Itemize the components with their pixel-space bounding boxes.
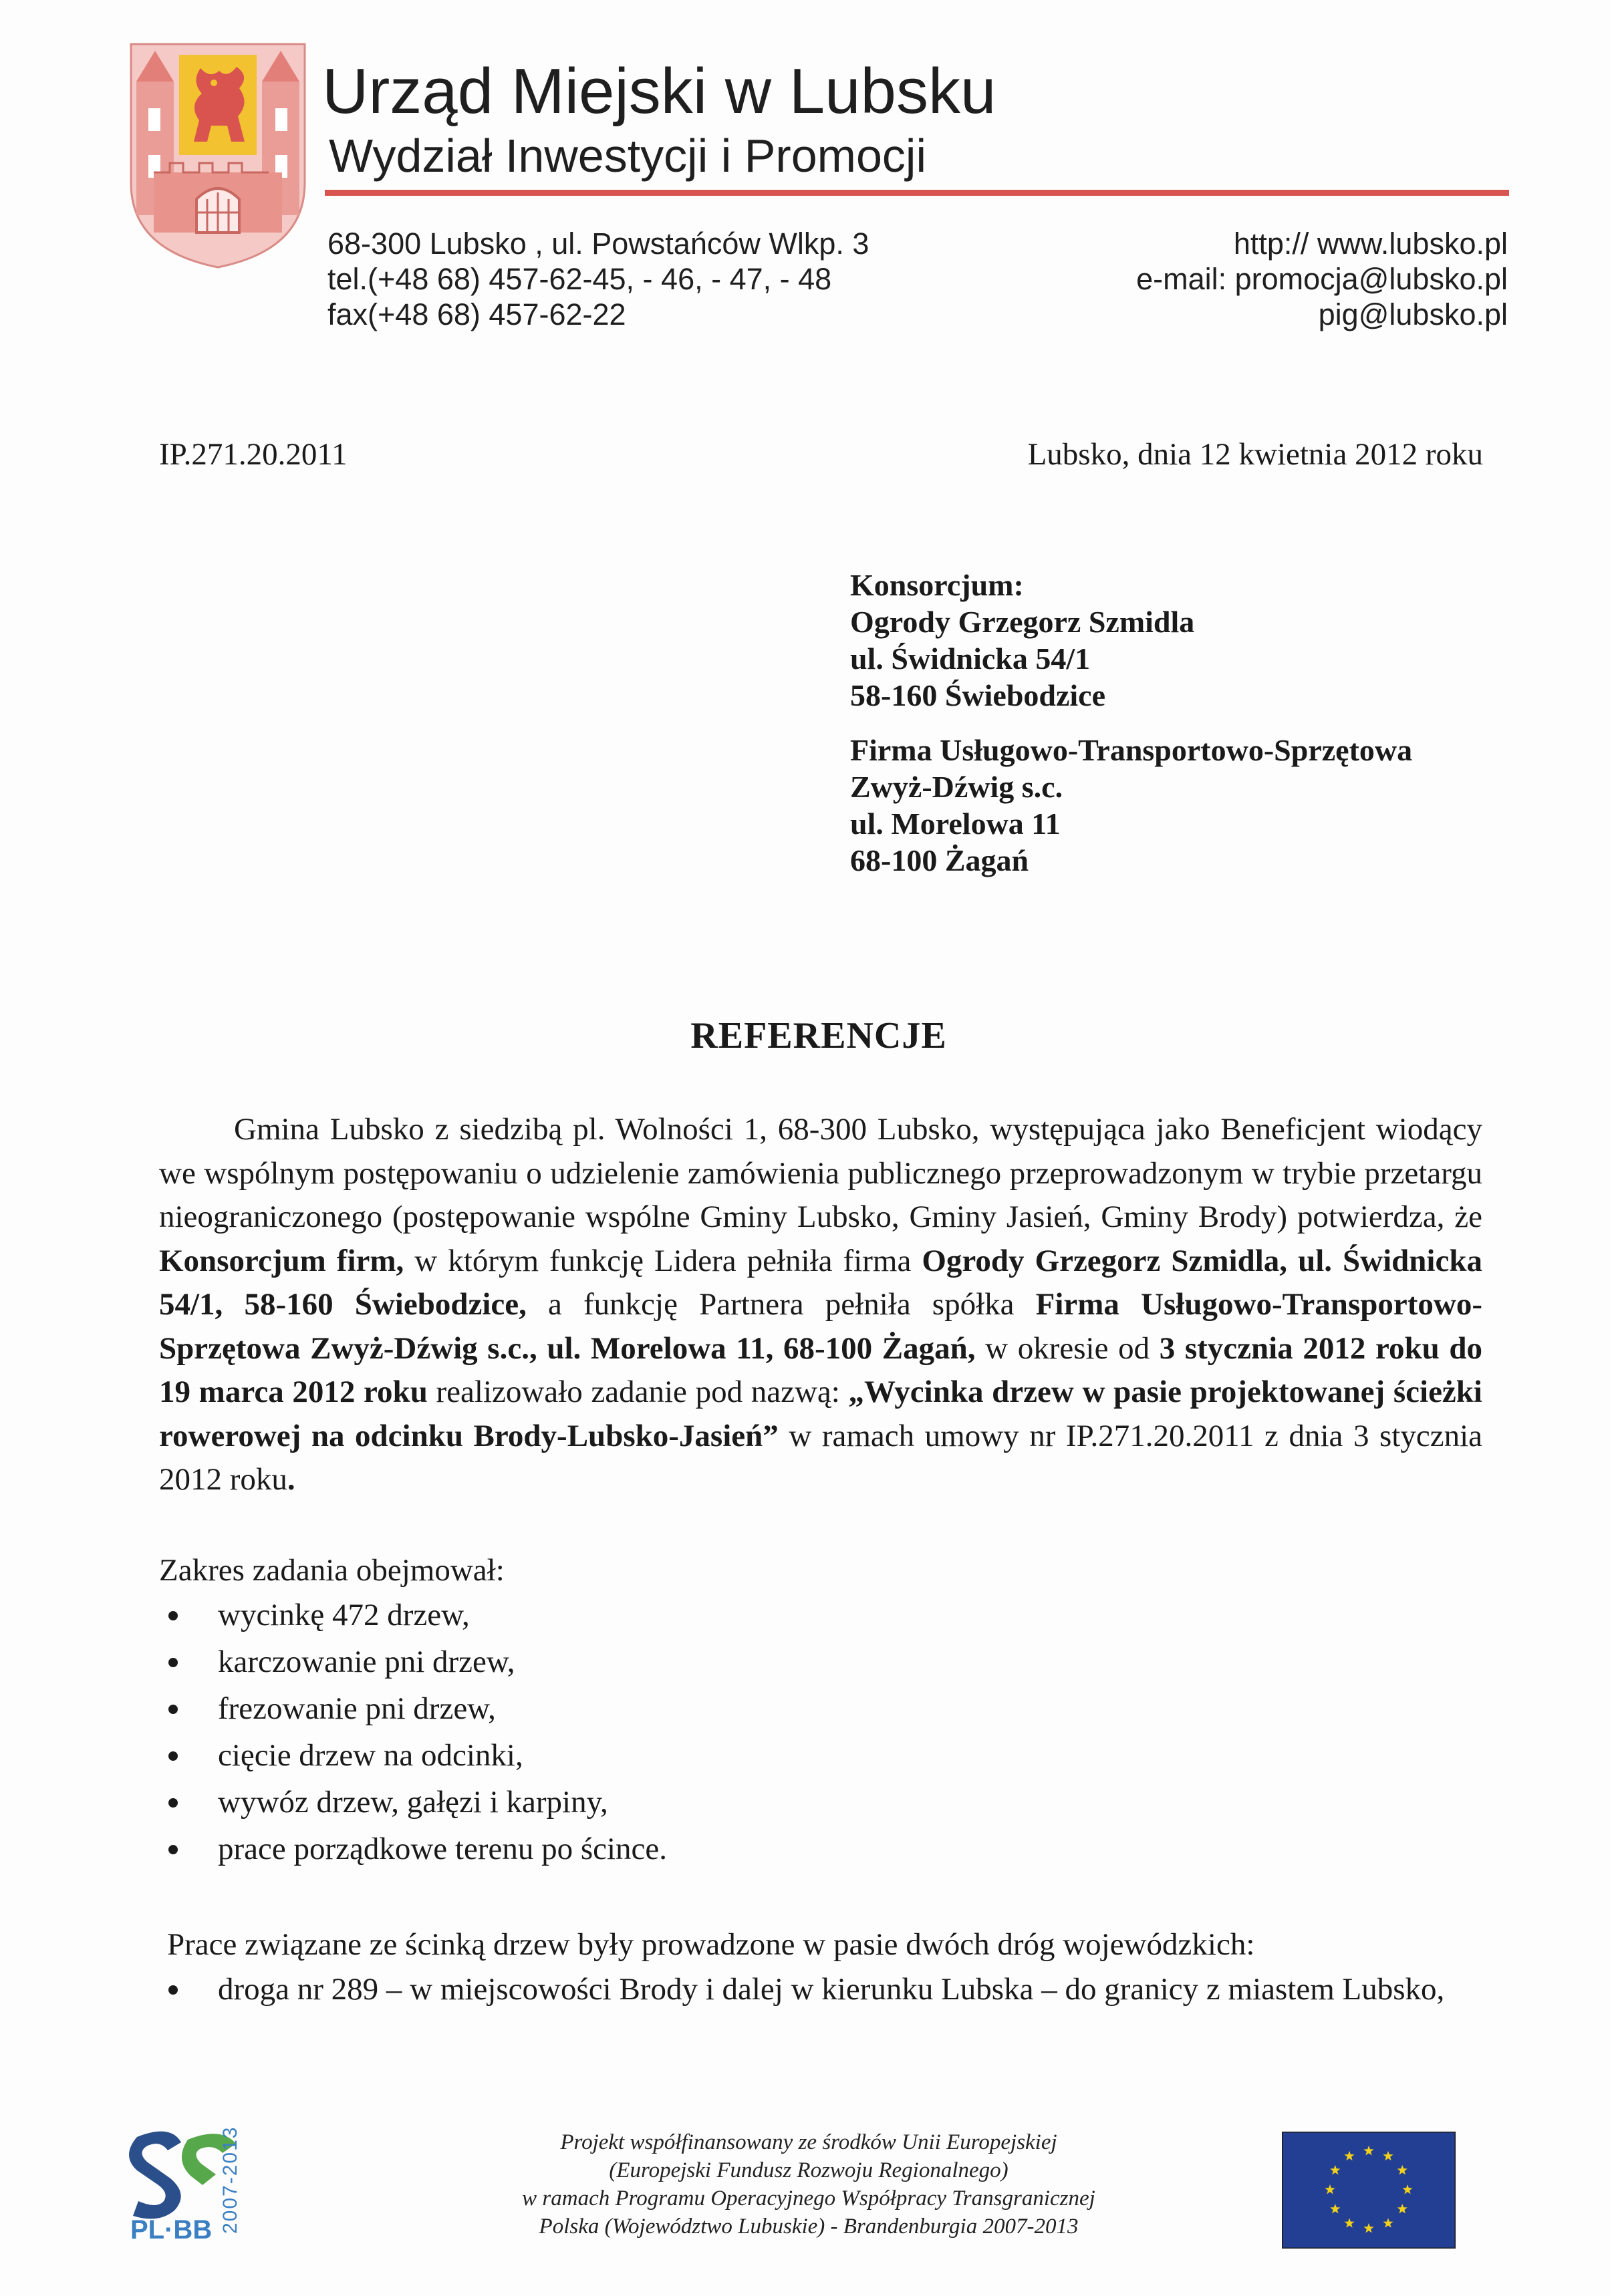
list-item: frezowanie pni drzew,	[159, 1685, 667, 1732]
body-bold: Ogrody Grzegorz Szmidla, ul. Świdnicka 54/1, 58-160 Świebodzice,	[159, 1243, 1482, 1322]
addressee-second	[850, 732, 1412, 879]
list-item: cięcie drzew na odcinki,	[159, 1732, 667, 1779]
body-bold: 3 stycznia 2012 roku do 19 marca 2012 roku	[159, 1330, 1483, 1409]
body-text: Gmina Lubsko z siedzibą pl. Wolności 1, 68-300 Lubsko, występująca jako Beneficjent wiodący we wspólnym postępowaniu o udzielenie zamówienia publicznego przeprowadzonym w trybie przetargu nieograniczonego (postępowanie wspólne Gminy Lubsko, Gminy Jasień, Gminy Brody) potwierdza, że	[159, 1112, 1482, 1234]
online-contacts	[1136, 226, 1508, 332]
email-link[interactable]: e-mail: promocja@lubsko.pl	[1136, 262, 1508, 296]
plbb-years-label	[213, 2122, 245, 2242]
addressee-line: ul. Morelowa 11	[850, 807, 1061, 841]
addressee-label: Konsorcjum:	[850, 568, 1024, 602]
eu-flag-icon	[1282, 2132, 1456, 2249]
list-item: karczowanie pni drzew,	[159, 1638, 667, 1685]
addressee-block	[850, 567, 1412, 879]
list-item: prace porządkowe terenu po ścince.	[159, 1826, 667, 1872]
coat-of-arms-icon	[127, 41, 309, 270]
fax-number: fax(+48 68) 457-62-22	[327, 297, 626, 331]
roads-intro: Prace związane ze ścinką drzew były prowadzone w pasie dwóch dróg wojewódzkich:	[167, 1927, 1255, 1962]
office-address: 68-300 Lubsko , ul. Powstańców Wlkp. 3	[327, 227, 869, 261]
list-item: wywóz drzew, gałęzi i karpiny,	[159, 1779, 667, 1826]
funding-note	[461, 2128, 1156, 2241]
addressee-first	[850, 567, 1412, 714]
body-text: w którym funkcję Lidera pełniła firma	[404, 1243, 922, 1278]
body-bold: „Wycinka drzew w pasie projektowanej ścieżki rowerowej na odcinku Brody-Lubsko-Jasień”	[159, 1375, 1482, 1453]
roads-list	[159, 1966, 1489, 2013]
main-paragraph	[159, 1108, 1482, 1502]
addressee-line: Ogrody Grzegorz Szmidla	[850, 605, 1195, 639]
body-text: w okresie od	[975, 1330, 1160, 1366]
body-bold: Firma Usługowo-Transportowo-Sprzętowa Zwyż-Dźwig s.c., ul. Morelowa 11, 68-100 Żagań,	[159, 1287, 1482, 1366]
funding-line: (Europejski Fundusz Rozwoju Regionalnego)	[609, 2158, 1009, 2182]
website-link[interactable]: http:// www.lubsko.pl	[1233, 227, 1508, 261]
funding-line: w ramach Programu Operacyjnego Współpracy Transgranicznej	[522, 2186, 1095, 2210]
document-title: REFERENCJE	[690, 1015, 947, 1056]
department-name: Wydział Inwestycji i Promocji	[329, 130, 927, 182]
addressee-line: 58-160 Świebodzice	[850, 678, 1106, 712]
scope-list	[159, 1592, 667, 1872]
place-and-date: Lubsko, dnia 12 kwietnia 2012 roku	[1027, 437, 1483, 472]
body-text: w ramach umowy nr IP.271.20.2011 z dnia 3 stycznia 2012 roku	[159, 1418, 1482, 1497]
addressee-line: 68-100 Żagań	[850, 843, 1029, 877]
contact-details	[327, 226, 869, 332]
phone-numbers: tel.(+48 68) 457-62-45, - 46, - 47, - 48	[327, 262, 832, 296]
addressee-line: Firma Usługowo-Transportowo-Sprzętowa	[850, 733, 1413, 767]
body-bold: .	[287, 1462, 295, 1497]
addressee-line: ul. Świdnicka 54/1	[850, 641, 1091, 676]
list-item: droga nr 289 – w miejscowości Brody i dalej w kierunku Lubska – do granicy z miastem Lubsko,	[159, 1966, 1489, 2013]
body-text: realizowało zadanie pod nazwą:	[427, 1375, 849, 1409]
plbb-logo-text: PL·BB	[130, 2215, 213, 2244]
body-bold: Konsorcjum firm,	[159, 1243, 404, 1278]
funding-line: Polska (Województwo Lubuskie) - Brandenburgia 2007-2013	[539, 2214, 1079, 2239]
header-divider	[325, 190, 1509, 196]
email-link-secondary[interactable]: pig@lubsko.pl	[1318, 297, 1508, 331]
addressee-line: Zwyż-Dźwig s.c.	[850, 770, 1063, 804]
funding-line: Projekt współfinansowany ze środków Unii Europejskiej	[560, 2130, 1057, 2154]
body-text: a funkcję Partnera pełniła spółka	[526, 1287, 1036, 1322]
reference-line	[159, 434, 1483, 474]
list-item: wycinkę 472 drzew,	[159, 1592, 667, 1638]
reference-number: IP.271.20.2011	[159, 437, 348, 472]
scope-intro: Zakres zadania obejmował:	[159, 1553, 505, 1588]
plbb-years-text: 2007-2013	[219, 2126, 241, 2234]
office-title: Urząd Miejski w Lubsku	[322, 55, 996, 127]
